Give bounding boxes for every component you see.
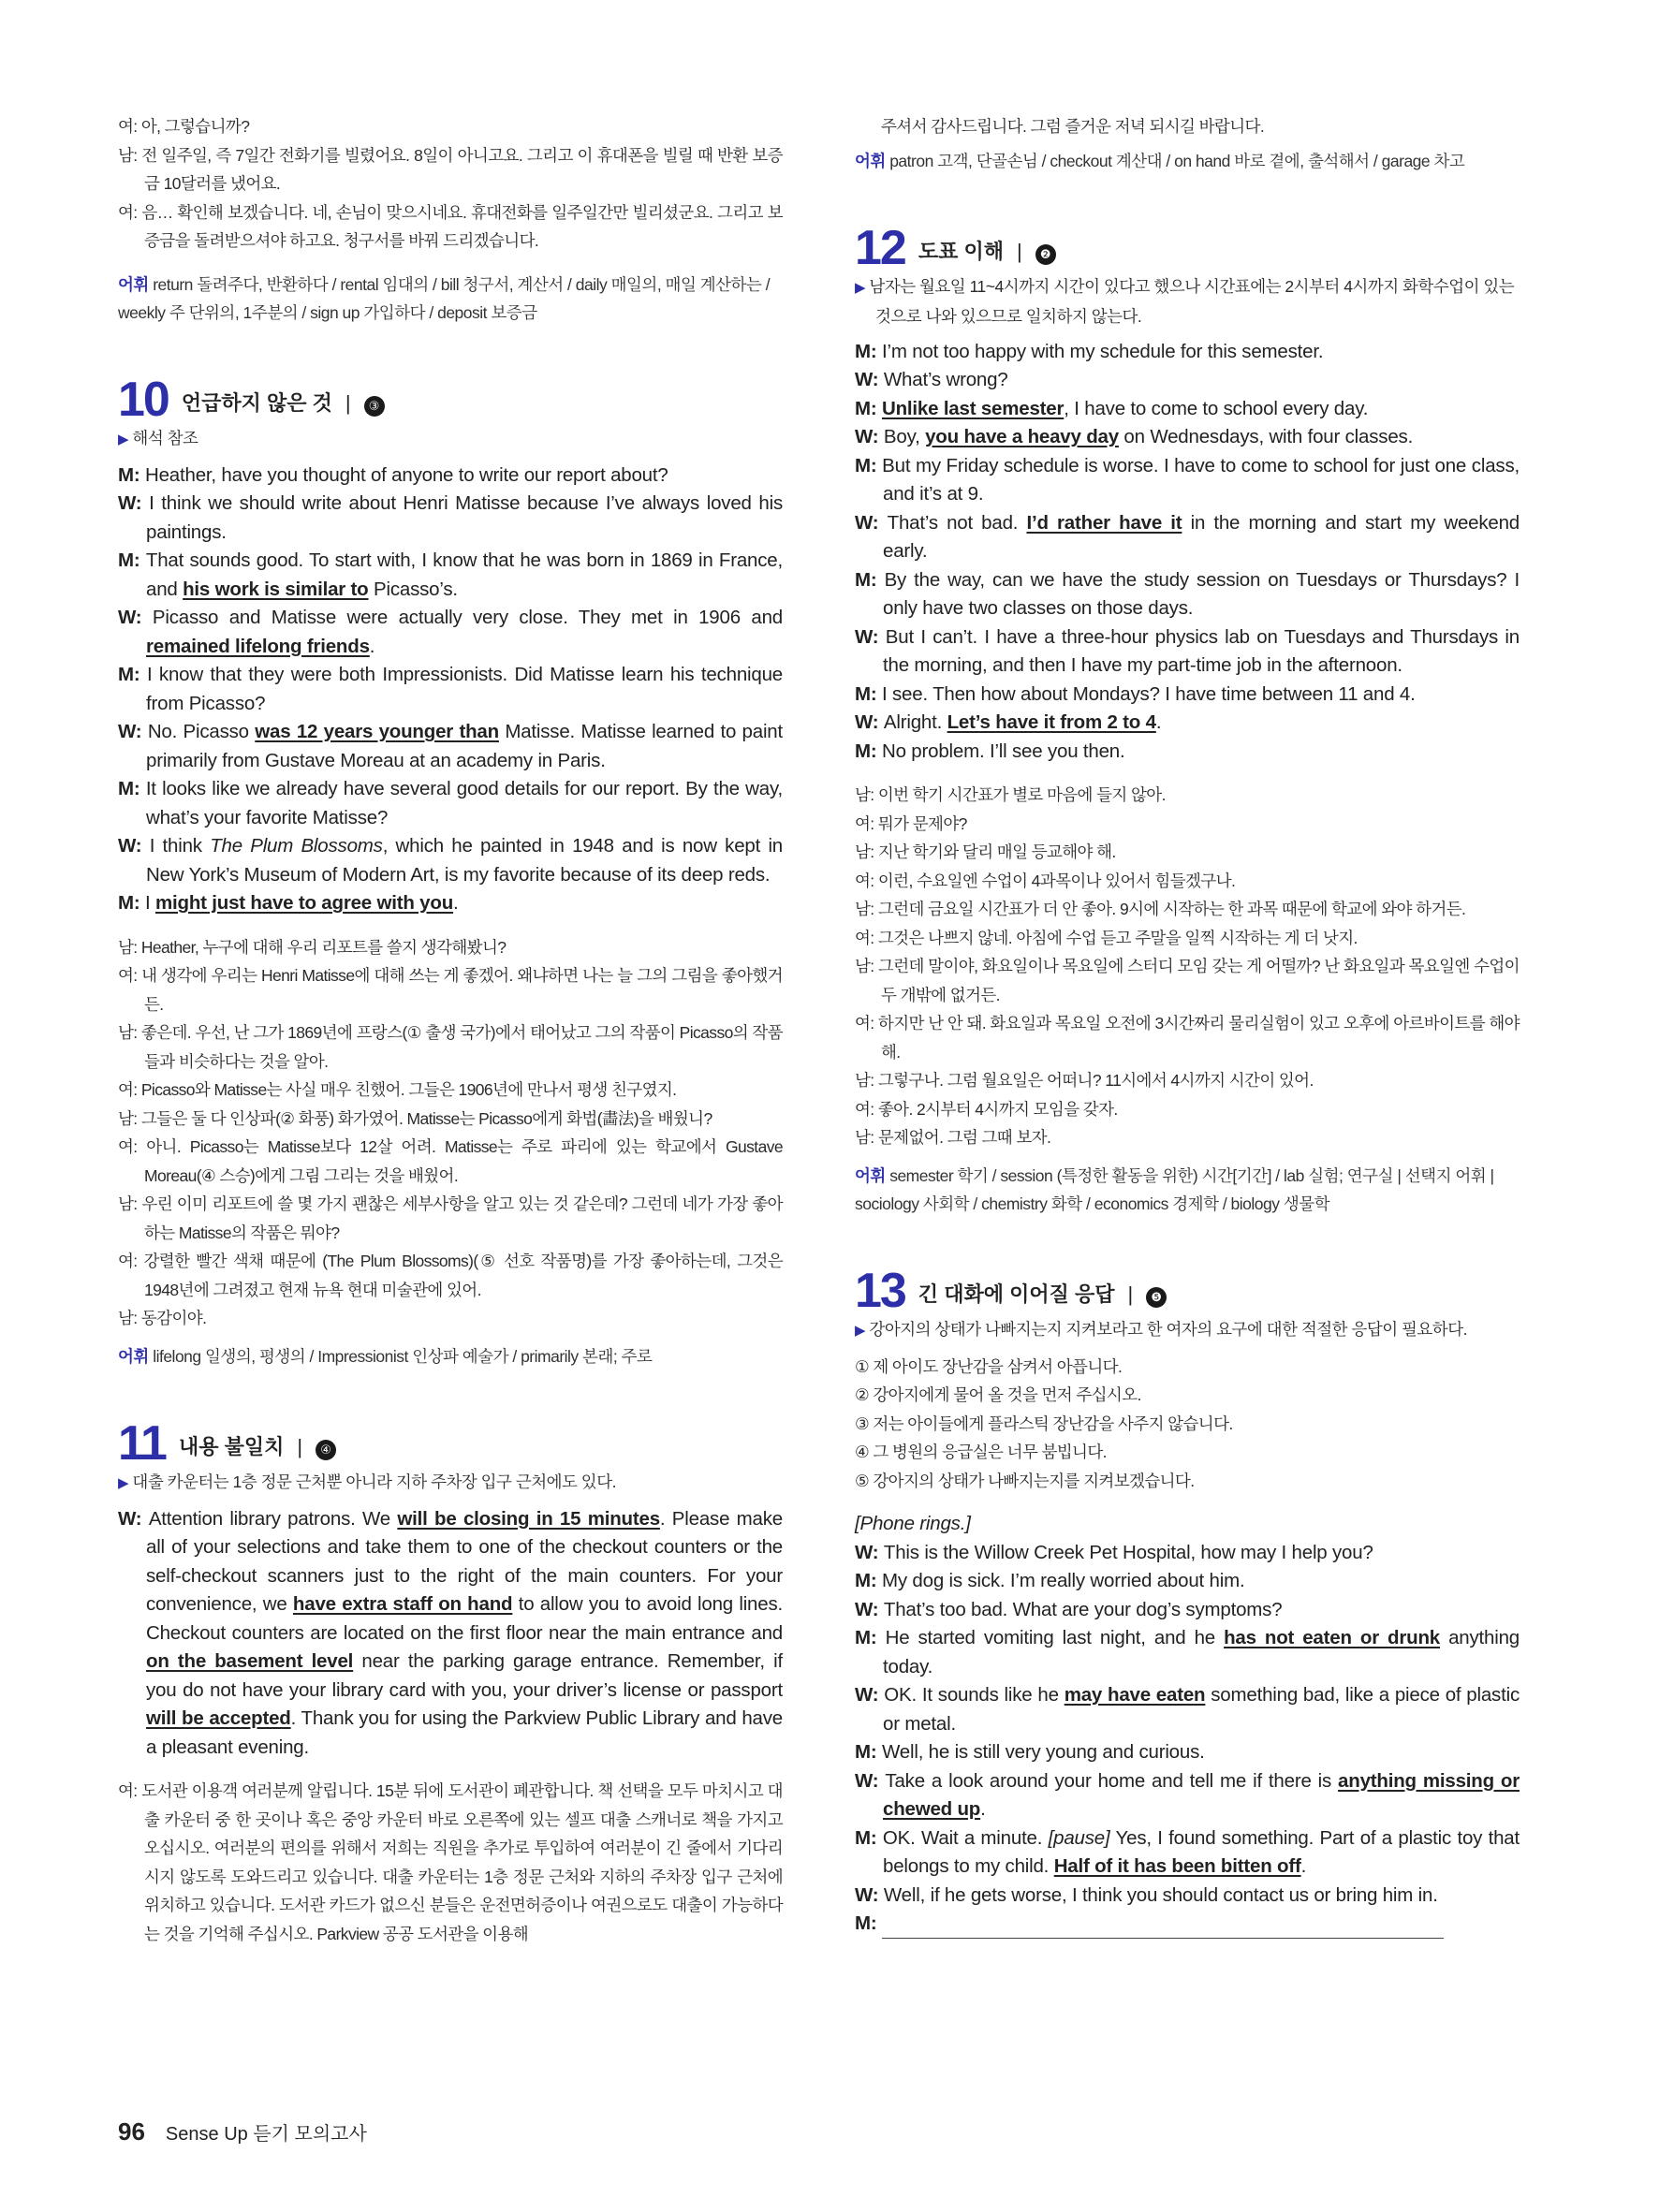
speaker-label: M: xyxy=(855,454,883,476)
korean-text: 아니. Picasso는 Matisse보다 12살 어려. Matisse는 주로 파리에 있는 학교에서 Gustave Moreau(④ 스승)에게 그림 그리는 것을 배웠어. xyxy=(144,1137,783,1185)
section-number: 11 xyxy=(118,1415,166,1471)
section-hint: ▶ 해석 참조 xyxy=(118,428,198,447)
key-phrase: Unlike last semester xyxy=(882,397,1065,419)
prev-korean-continuation: 주셔서 감사드립니다. 그럼 즐거운 저녁 되시길 바랍니다. xyxy=(881,117,1265,136)
korean-line xyxy=(118,112,783,141)
speaker-label: W: xyxy=(855,369,884,390)
dialogue-text: Picasso and Matisse were actually very close. They met in 1906 and xyxy=(152,607,783,628)
section-11-header xyxy=(118,1415,783,1471)
dialogue-text: He started vomiting last night, and he xyxy=(885,1627,1225,1648)
section-title: 도표 이해 xyxy=(918,240,1004,263)
korean-text: 그렇구나. 그럼 월요일은 어떠니? 11시에서 4시까지 시간이 있어. xyxy=(877,1071,1314,1090)
korean-text: 동감이야. xyxy=(140,1309,207,1327)
dialogue-text: anything today. xyxy=(883,1627,1520,1677)
korean-line xyxy=(118,1304,783,1333)
dialogue-line xyxy=(855,1824,1520,1882)
korean-text: Picasso와 Matisse는 사실 매우 친했어. 그들은 1906년에 만나서 평생 친구였지. xyxy=(140,1080,677,1099)
korean-text: 그들은 둘 다 인상파(② 화풍) 화가였어. Matisse는 Picasso에게 화법(畵法)을 배웠니? xyxy=(140,1108,712,1128)
speaker-label: M: xyxy=(118,463,145,486)
korean-line xyxy=(118,961,783,1018)
speaker-label: M: xyxy=(855,1570,882,1591)
key-phrase: remained lifelong friends xyxy=(146,635,370,657)
korean-text: 하지만 난 안 돼. 화요일과 목요일 오전에 3시간짜리 물리실험이 있고 오후에 아르바이트를 해야 해. xyxy=(877,1014,1520,1062)
korean-line xyxy=(118,1018,783,1076)
korean-text: 내 생각에 우리는 Henri Matisse에 대해 쓰는 게 좋겠어. 왜냐하면 나는 늘 그의 그림을 좋아했거든. xyxy=(141,966,783,1014)
dialogue-text: That sounds good. To start with, I know that he was born in 1869 in France, and xyxy=(145,549,784,600)
key-phrase: his work is similar to xyxy=(183,578,369,600)
key-phrase: will be accepted xyxy=(146,1707,291,1729)
speaker-label: W: xyxy=(118,835,150,857)
key-phrase: was 12 years younger than xyxy=(255,721,499,742)
korean-line xyxy=(118,1076,783,1105)
speaker-label: M: xyxy=(855,682,882,705)
korean-line xyxy=(118,1105,783,1134)
korean-translation-11 xyxy=(118,1777,783,1948)
korean-line xyxy=(855,838,1520,867)
dialogue-text: This is the Willow Creek Pet Hospital, how may I help you? xyxy=(883,1541,1373,1563)
section-hint: ▶ 남자는 월요일 11~4시까지 시간이 있다고 했으나 시간표에는 2시부터 4시까지 화학수업이 있는 것으로 나와 있으므로 일치하지 않는다. xyxy=(855,276,1515,326)
dialogue-line xyxy=(855,1624,1520,1681)
dialogue-line xyxy=(118,832,783,889)
page-footer xyxy=(118,2117,367,2146)
korean-line xyxy=(118,1133,783,1190)
dialogue-text: , I have to come to school every day. xyxy=(1064,397,1369,419)
dialogue-text: What’s wrong? xyxy=(883,369,1008,390)
key-phrase: might just have to agree with you xyxy=(155,892,454,914)
korean-line xyxy=(118,933,783,962)
dialogue-text: I think we should write about Henri Matisse because I’ve always loved his paintings. xyxy=(146,492,783,543)
korean-line xyxy=(855,952,1520,1009)
dialogue-line xyxy=(855,681,1520,710)
key-phrase: Half of it has been bitten off xyxy=(1053,1855,1301,1877)
section-title: 언급하지 않은 것 xyxy=(181,391,332,415)
dialogue-text: OK. It sounds like he xyxy=(884,1684,1065,1706)
dialogue-line xyxy=(855,395,1520,424)
speaker-label: 남: xyxy=(855,957,878,975)
key-phrase: may have eaten xyxy=(1064,1684,1206,1706)
speaker-label: 남: xyxy=(855,900,878,918)
dialogue-line xyxy=(855,1567,1520,1596)
answer-badge: ③ xyxy=(364,396,385,417)
dialogue-line xyxy=(855,452,1520,509)
korean-text: 이런, 수요일엔 수업이 4과목이나 있어서 힘들겠구나. xyxy=(877,871,1236,890)
dialogue-line xyxy=(118,547,783,604)
korean-text: 그런데 금요일 시간표가 더 안 좋아. 9시에 시작하는 한 과목 때문에 학교에 와야 하거든. xyxy=(877,900,1466,918)
vocab-text: semester 학기 / session (특정한 활동을 위한) 시간[기간] / lab 실험; 연구실 | 선택지 어휘 | sociology 사회학 / chemistry 화학 / economics 경제학 / biology 생물학 xyxy=(855,1165,1494,1213)
triangle-icon: ▶ xyxy=(855,1322,866,1339)
speaker-label: 남: xyxy=(118,937,141,957)
speaker-label: 남: xyxy=(855,1071,878,1090)
dialogue-text: . Thank you for using the Parkview Public Library and have a pleasant evening. xyxy=(146,1707,783,1758)
speaker-label: 여: xyxy=(118,966,142,985)
speaker-label: W: xyxy=(118,1507,149,1530)
speaker-label: M: xyxy=(855,340,882,362)
answer-blank xyxy=(882,1918,1444,1939)
speaker-label: 남: xyxy=(118,145,142,165)
speaker-label: M: xyxy=(118,778,146,799)
dialogue-text: . xyxy=(1300,1855,1307,1877)
speaker-label: W: xyxy=(855,1684,885,1706)
speaker-label: 여: xyxy=(118,1781,142,1800)
dialogue-line xyxy=(855,1882,1520,1911)
key-phrase: has not eaten or drunk xyxy=(1224,1627,1440,1648)
stage-direction: [Phone rings.] xyxy=(855,1513,971,1534)
korean-line xyxy=(855,810,1520,839)
speaker-label: 여: xyxy=(118,1252,144,1270)
speaker-label: W: xyxy=(855,1883,884,1906)
korean-text: 뭐가 문제야? xyxy=(877,813,967,833)
speaker-label: W: xyxy=(855,625,886,648)
korean-translation-10 xyxy=(118,933,783,1333)
korean-text: 음… 확인해 보겠습니다. 네, 손님이 맞으시네요. 휴대전화를 일주일간만 빌리셨군요. 그리고 보증금을 돌려받으셔야 하고요. 청구서를 바꿔 드리겠습니다. xyxy=(141,202,783,250)
korean-text: 좋아. 2시부터 4시까지 모임을 갖자. xyxy=(877,1099,1118,1119)
dialogue-13 xyxy=(855,1539,1520,1939)
speaker-label: 남: xyxy=(118,1194,142,1213)
speaker-label: M: xyxy=(118,664,147,685)
korean-line xyxy=(118,1247,783,1304)
key-phrase: Let’s have it from 2 to 4 xyxy=(947,711,1156,733)
korean-line xyxy=(118,1777,783,1948)
dialogue-line xyxy=(855,566,1520,623)
section-title: 내용 불일치 xyxy=(178,1435,285,1458)
triangle-icon: ▶ xyxy=(118,1474,129,1491)
section-hint: ▶ 대출 카운터는 1층 정문 근처뿐 아니라 지하 주차장 입구 근처에도 있다. xyxy=(118,1472,616,1491)
dialogue-12 xyxy=(855,338,1520,767)
dialogue-text: . Please make all of your selections and take them to one of the checkout counters or the self-checkout scanners just to the right of the main counters. For your convenience, we xyxy=(146,1507,784,1615)
key-phrase: on the basement level xyxy=(146,1650,354,1672)
speaker-label: W: xyxy=(855,1769,886,1792)
speaker-label: W: xyxy=(855,1598,884,1620)
dialogue-text: Heather, have you thought of anyone to write our report about? xyxy=(145,463,668,486)
vocab-label: 어휘 xyxy=(118,1346,149,1366)
speaker-label: M: xyxy=(855,1741,882,1763)
dialogue-text: OK. Wait a minute. xyxy=(882,1826,1049,1849)
korean-text: 그것은 나쁘지 않네. 아침에 수업 듣고 주말을 일찍 시작하는 게 더 낫지. xyxy=(877,928,1358,947)
dialogue-text: I know that they were both Impressionists. Did Matisse learn his technique from Picasso? xyxy=(146,664,784,714)
key-phrase: you have a heavy day xyxy=(925,426,1119,447)
korean-line xyxy=(855,867,1520,896)
dialogue-line xyxy=(118,775,783,832)
section-divider: | xyxy=(345,391,351,415)
dialogue-line xyxy=(855,509,1520,566)
dialogue-text: to allow you to avoid long lines. Checkout counters are located on the first floor near the main entrance and xyxy=(146,1593,783,1644)
vocab-box-12 xyxy=(855,1162,1520,1218)
dialogue-line xyxy=(855,1681,1520,1738)
dialogue-text: Well, if he gets worse, I think you should contact us or bring him in. xyxy=(883,1883,1438,1906)
answer-badge: ④ xyxy=(316,1440,336,1460)
dialogue-text: It looks like we already have several good details for our report. By the way, what’s your favorite Matisse? xyxy=(145,778,783,828)
dialogue-text: . xyxy=(980,1798,986,1820)
korean-translation-12 xyxy=(855,781,1520,1152)
key-phrase: I’d rather have it xyxy=(1026,511,1182,534)
answer-badge: ❺ xyxy=(1146,1287,1167,1308)
korean-line xyxy=(855,1066,1520,1095)
dialogue-line xyxy=(855,1539,1520,1568)
dialogue-text: near the parking garage entrance. Remember, if you do not have your library card with you, your driver’s license or passport xyxy=(146,1650,783,1701)
speaker-label: 남: xyxy=(855,842,878,861)
dialogue-line xyxy=(118,889,783,918)
dialogue-text: . xyxy=(453,892,459,914)
dialogue-line xyxy=(855,1738,1520,1767)
book-title: Sense Up 듣기 모의고사 xyxy=(165,2124,367,2145)
answer-option: ① 제 아이도 장난감을 삼켜서 아픕니다. xyxy=(855,1356,1123,1376)
dialogue-text: No. Picasso xyxy=(147,721,256,742)
speaker-label: 남: xyxy=(118,1023,141,1042)
section-12-header xyxy=(855,220,1520,275)
speaker-label: M: xyxy=(855,568,885,591)
dialogue-line xyxy=(118,604,783,661)
vocab-text: patron 고객, 단골손님 / checkout 계산대 / on hand 바로 곁에, 출석해서 / garage 차고 xyxy=(889,151,1465,170)
korean-line xyxy=(855,1123,1520,1152)
speaker-label: M: xyxy=(855,1627,886,1648)
speaker-label: W: xyxy=(118,607,153,628)
section-divider: | xyxy=(1016,240,1022,263)
speaker-label: 남: xyxy=(855,1128,878,1147)
dialogue-line xyxy=(855,1767,1520,1824)
dialogue-text: in the morning and start my weekend early. xyxy=(883,511,1520,562)
korean-line xyxy=(118,198,783,256)
dialogue-line xyxy=(118,718,783,775)
dialogue-text: something bad, like a piece of plastic or metal. xyxy=(883,1684,1520,1735)
answer-option: ③ 저는 아이들에게 플라스틱 장난감을 사주지 않습니다. xyxy=(855,1414,1233,1433)
korean-line xyxy=(855,1009,1520,1066)
key-phrase: have extra staff on hand xyxy=(292,1593,513,1615)
page-number: 96 xyxy=(118,2117,145,2146)
dialogue-text: Attention library patrons. We xyxy=(148,1507,398,1530)
speaker-label: M: xyxy=(118,549,146,571)
section-10-header xyxy=(118,372,783,427)
dialogue-text: I see. Then how about Mondays? I have time between 11 and 4. xyxy=(882,682,1416,705)
dialogue-text: That’s too bad. What are your dog’s symptoms? xyxy=(883,1598,1283,1620)
dialogue-line xyxy=(118,661,783,718)
dialogue-text: on Wednesdays, with four classes. xyxy=(1118,426,1414,447)
korean-text: 우린 이미 리포트에 쓸 몇 가지 괜찮은 세부사항을 알고 있는 것 같은데? 그런데 네가 가장 좋아하는 Matisse의 작품은 뭐야? xyxy=(141,1194,783,1242)
korean-text: 문제없어. 그럼 그때 보자. xyxy=(877,1128,1051,1147)
dialogue-text: I xyxy=(145,892,155,914)
speaker-label: M: xyxy=(855,1826,883,1849)
answer-option: ④ 그 병원의 응급실은 너무 붐빕니다. xyxy=(855,1443,1107,1461)
speaker-label: 여: xyxy=(118,1137,147,1156)
korean-text: Heather, 누구에 대해 우리 리포트를 쓸지 생각해봤니? xyxy=(140,937,507,957)
speaker-label: 여: xyxy=(118,117,141,136)
speaker-label: M: xyxy=(855,1912,882,1934)
vocab-label: 어휘 xyxy=(855,1165,886,1185)
right-column xyxy=(855,112,1520,1939)
dialogue-text: By the way, can we have the study session on Tuesdays or Thursdays? I only have two classes on those days. xyxy=(883,568,1520,619)
korean-line xyxy=(855,1095,1520,1124)
prev-korean-translation xyxy=(118,112,783,256)
dialogue-text: No problem. I’ll see you then. xyxy=(882,740,1125,762)
dialogue-line xyxy=(855,1910,1520,1939)
korean-text: 아, 그렇습니까? xyxy=(140,117,250,136)
dialogue-line xyxy=(855,709,1520,738)
speaker-label: W: xyxy=(855,511,888,534)
speaker-label: 여: xyxy=(855,1014,878,1033)
dialogue-text: I’m not too happy with my schedule for this semester. xyxy=(882,340,1324,362)
speaker-label: M: xyxy=(855,397,882,419)
speaker-label: 여: xyxy=(855,871,878,890)
dialogue-text: Yes, I found something. Part of a plastic toy that belongs to my child. xyxy=(883,1826,1520,1877)
dialogue-line xyxy=(118,1505,783,1763)
vocab-box-11 xyxy=(855,147,1520,175)
dialogue-text: Picasso’s. xyxy=(368,578,458,600)
section-hint: ▶ 강아지의 상태가 나빠지는지 지켜보라고 한 여자의 요구에 대한 적절한 응답이 필요하다. xyxy=(855,1319,1467,1339)
dialogue-line xyxy=(118,461,783,491)
dialogue-line xyxy=(855,623,1520,681)
dialogue-text: , which he painted in 1948 and is now kept in New York’s Museum of Modern Art, is my favorite because of its deep reds. xyxy=(146,835,784,886)
vocab-box-10 xyxy=(118,1342,783,1370)
speaker-label: W: xyxy=(118,492,150,514)
dialogue-text: Alright. xyxy=(883,711,947,733)
speaker-label: 여: xyxy=(118,1080,141,1099)
speaker-label: 남: xyxy=(118,1309,141,1327)
korean-text: 전 일주일, 즉 7일간 전화기를 빌렸어요. 8일이 아니고요. 그리고 이 휴대폰을 빌릴 때 반환 보증금 10달러를 냈어요. xyxy=(141,145,783,193)
answer-option: ② 강아지에게 물어 올 것을 먼저 주십시오. xyxy=(855,1385,1141,1404)
speaker-label: W: xyxy=(855,426,884,447)
speaker-label: W: xyxy=(855,1541,884,1563)
triangle-icon: ▶ xyxy=(855,279,866,296)
section-divider: | xyxy=(1127,1282,1134,1306)
dialogue-text: That’s not bad. xyxy=(887,511,1027,534)
korean-text: 강렬한 빨간 색채 때문에 (The Plum Blossoms)(⑤ 선호 작품명)를 가장 좋아하는데, 그것은 1948년에 그려졌고 현재 뉴욕 현대 미술관에 있어. xyxy=(143,1252,783,1299)
speaker-label: 여: xyxy=(855,813,878,833)
dialogue-text: . xyxy=(369,635,375,657)
key-phrase: anything missing or chewed up xyxy=(883,1769,1520,1820)
vocab-text: lifelong 일생의, 평생의 / Impressionist 인상파 예술가 / primarily 본래; 주로 xyxy=(153,1346,653,1366)
dialogue-11 xyxy=(118,1505,783,1763)
key-phrase: will be closing in 15 minutes xyxy=(397,1507,660,1530)
dialogue-line xyxy=(118,490,783,547)
speaker-label: 남: xyxy=(118,1108,141,1128)
korean-text: 도서관 이용객 여러분께 알립니다. 15분 뒤에 도서관이 폐관합니다. 책 선택을 모두 마치시고 대출 카운터 중 한 곳이나 혹은 중앙 카운터 바로 오른쪽에 있는 셀프 대출 스캐너로 책을 가지고 오십시오. 여러분의 편의를 위해서 저희는 직원을 추가로 투입하여 여러분이 긴 줄에서 기다리시지 않도록 도와드리고 있습니다. 대출 카운터는 1층 정문 근처와 지하의 주차장 입구 근처에 위치하고 있습니다. 도서관 카드가 없으신 분들은 운전면허증이나 여권으로도 대출이 가능하다는 것을 기억해 주십시오. Parkview 공공 도서관을 이용해 xyxy=(141,1781,783,1943)
dialogue-text: Take a look around your home and tell me if there is xyxy=(885,1769,1339,1792)
dialogue-line xyxy=(855,366,1520,395)
dialogue-text: . xyxy=(1155,711,1162,733)
answer-badge: ❷ xyxy=(1035,244,1056,265)
vocab-box-9 xyxy=(118,271,783,327)
korean-text: 이번 학기 시간표가 별로 마음에 들지 않아. xyxy=(877,785,1166,804)
vocab-text: return 돌려주다, 반환하다 / rental 임대의 / bill 청구서, 계산서 / daily 매일의, 매일 계산하는 / weekly 주 단위의, 1주분의 / sign up 가입하다 / deposit 보증금 xyxy=(118,274,771,322)
speaker-label: W: xyxy=(855,711,884,733)
dialogue-text: But my Friday schedule is worse. I have to come to school for just one class, and it’s at 9. xyxy=(882,454,1520,505)
dialogue-line xyxy=(855,423,1520,452)
italic-text: The Plum Blossoms xyxy=(210,835,383,857)
dialogue-line xyxy=(855,1596,1520,1625)
korean-text: 좋은데. 우선, 난 그가 1869년에 프랑스(① 출생 국가)에서 태어났고 그의 작품이 Picasso의 작품들과 비슷하다는 것을 알아. xyxy=(140,1023,783,1071)
korean-text: 지난 학기와 달리 매일 등교해야 해. xyxy=(877,842,1116,861)
section-divider: | xyxy=(297,1435,303,1458)
dialogue-text: My dog is sick. I’m really worried about him. xyxy=(882,1570,1245,1591)
korean-line xyxy=(855,781,1520,810)
answer-options-13 xyxy=(855,1353,1520,1496)
dialogue-text: Boy, xyxy=(883,426,926,447)
left-column xyxy=(118,112,783,1948)
korean-text: 그런데 말이야, 화요일이나 목요일에 스터디 모임 갖는 게 어떨까? 난 화요일과 목요일엔 수업이 두 개밖에 없거든. xyxy=(877,957,1520,1004)
speaker-label: 여: xyxy=(118,202,142,222)
answer-option: ⑤ 강아지의 상태가 나빠지는지를 지켜보겠습니다. xyxy=(855,1471,1195,1490)
speaker-label: 남: xyxy=(855,785,878,804)
section-13-header xyxy=(855,1263,1520,1318)
dialogue-text: Matisse. Matisse learned to paint primarily from Gustave Moreau at an academy in Paris. xyxy=(146,721,783,771)
section-number: 10 xyxy=(118,372,169,427)
korean-line xyxy=(118,141,783,198)
vocab-label: 어휘 xyxy=(855,151,886,170)
korean-line xyxy=(855,924,1520,953)
speaker-label: 여: xyxy=(855,928,878,947)
triangle-icon: ▶ xyxy=(118,431,129,447)
dialogue-text: I think xyxy=(149,835,211,857)
italic-text: [pause] xyxy=(1048,1826,1110,1849)
dialogue-text: Well, he is still very young and curious. xyxy=(882,1741,1205,1763)
speaker-label: M: xyxy=(855,740,882,762)
dialogue-line xyxy=(855,338,1520,367)
speaker-label: W: xyxy=(118,721,148,742)
speaker-label: 여: xyxy=(855,1099,878,1119)
vocab-label: 어휘 xyxy=(118,274,149,294)
section-title: 긴 대화에 이어질 응답 xyxy=(918,1282,1115,1306)
dialogue-line xyxy=(855,738,1520,767)
dialogue-text: But I can’t. I have a three-hour physics lab on Tuesdays and Thursdays in the morning, and then I have my part-time job in the afternoon. xyxy=(883,625,1520,676)
korean-line xyxy=(855,895,1520,924)
section-number: 12 xyxy=(855,220,905,275)
dialogue-10 xyxy=(118,461,783,918)
korean-line xyxy=(118,1190,783,1247)
speaker-label: M: xyxy=(118,892,145,914)
section-number: 13 xyxy=(855,1263,905,1318)
